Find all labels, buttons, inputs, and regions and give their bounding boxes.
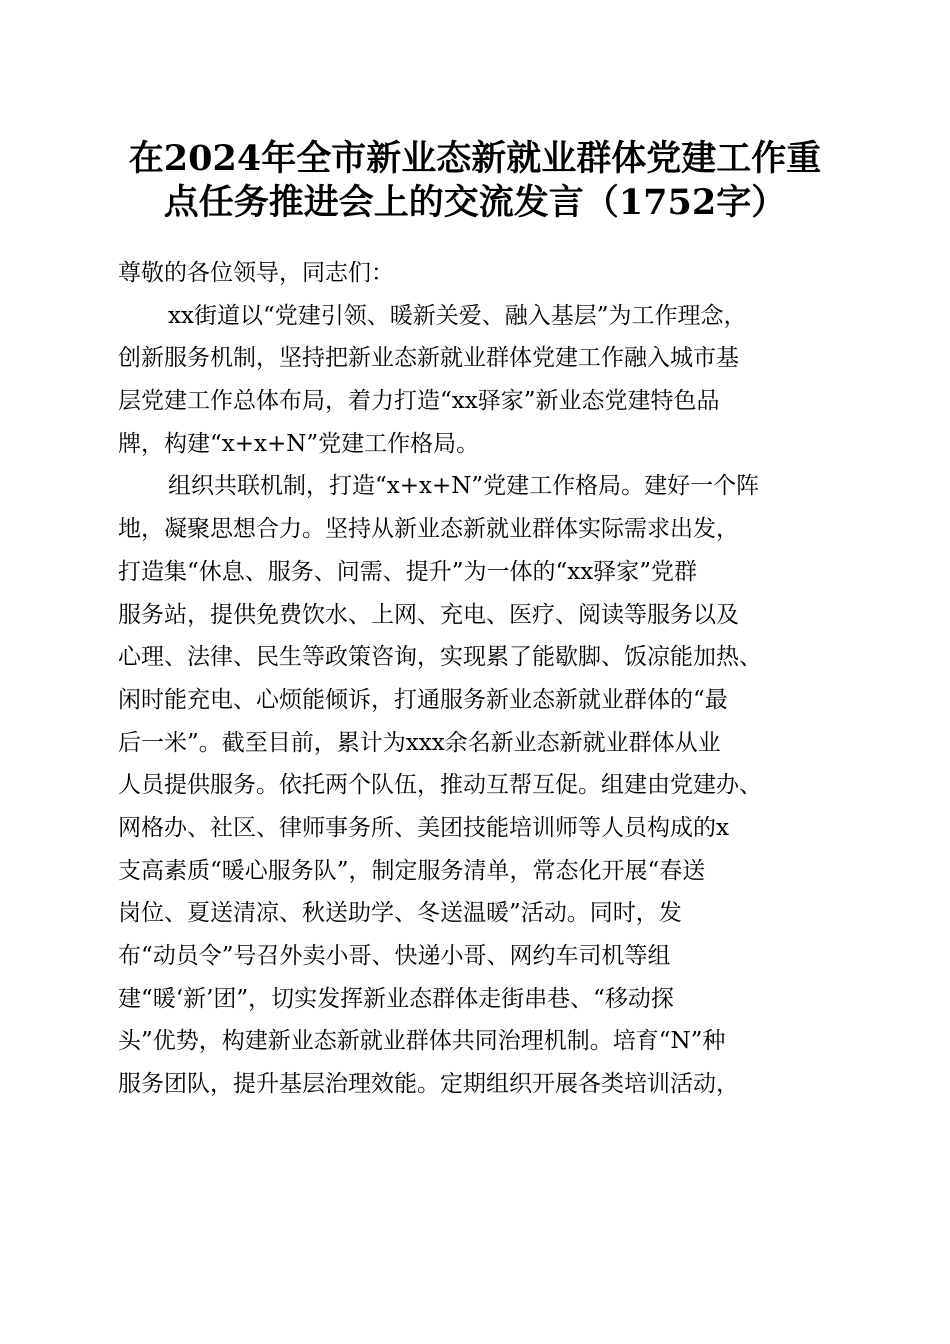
text-line: 心理、法律、民生等政策咨询，实现累了能歇脚、饭凉能加热、 (118, 644, 762, 671)
text-line: 岗位、夏送清凉、秋送助学、冬送温暖”活动。同时，发 (118, 900, 682, 927)
text-line: 创新服务机制，坚持把新业态新就业群体党建工作融入城市基 (118, 345, 739, 372)
text-line: xx街道以“党建引领、暖新关爱、融入基层”为工作理念， (168, 302, 747, 329)
text-line: 服务站，提供免费饮水、上网、充电、医疗、阅读等服务以及 (118, 601, 739, 628)
title-line-2: 点任务推进会上的交流发言（1752字） (163, 182, 787, 223)
text-line: 层党建工作总体布局，着力打造“xx驿家”新业态党建特色品 (118, 388, 720, 415)
text-line: 人员提供服务。依托两个队伍，推动互帮互促。组建由党建办、 (118, 772, 762, 799)
title-line-1: 在2024年全市新业态新就业群体党建工作重 (128, 138, 822, 179)
text-line: 牌，构建“x+x+N”党建工作格局。 (118, 430, 480, 457)
text-line: 后一米”。截至目前，累计为xxx余名新业态新就业群体从业 (118, 729, 721, 756)
text-line: 建“暖‘新’团”，切实发挥新业态群体走街串巷、“移动探 (118, 985, 674, 1012)
salutation: 尊敬的各位领导，同志们： (118, 260, 394, 286)
text-line: 打造集“休息、服务、问需、提升”为一体的“xx驿家”党群 (118, 558, 697, 585)
document-body (118, 252, 843, 1106)
text-line: 组织共联机制，打造“x+x+N”党建工作格局。建好一个阵 (168, 473, 760, 500)
text-line: 地，凝聚思想合力。坚持从新业态新就业群体实际需求出发， (118, 516, 739, 543)
document-title (100, 137, 850, 225)
text-line: 头”优势，构建新业态新就业群体共同治理机制。培育“N”种 (118, 1028, 726, 1055)
text-line: 服务团队，提升基层治理效能。定期组织开展各类培训活动， (118, 1071, 739, 1098)
text-line: 布“动员令”号召外卖小哥、快递小哥、网约车司机等组 (118, 943, 671, 969)
text-line: 闲时能充电、心烦能倾诉，打通服务新业态新就业群体的“最 (118, 686, 728, 713)
text-line: 支高素质“暖心服务队”，制定服务清单，常态化开展“春送 (118, 857, 706, 884)
text-line: 网格办、社区、律师事务所、美团技能培训师等人员构成的x (118, 814, 729, 841)
